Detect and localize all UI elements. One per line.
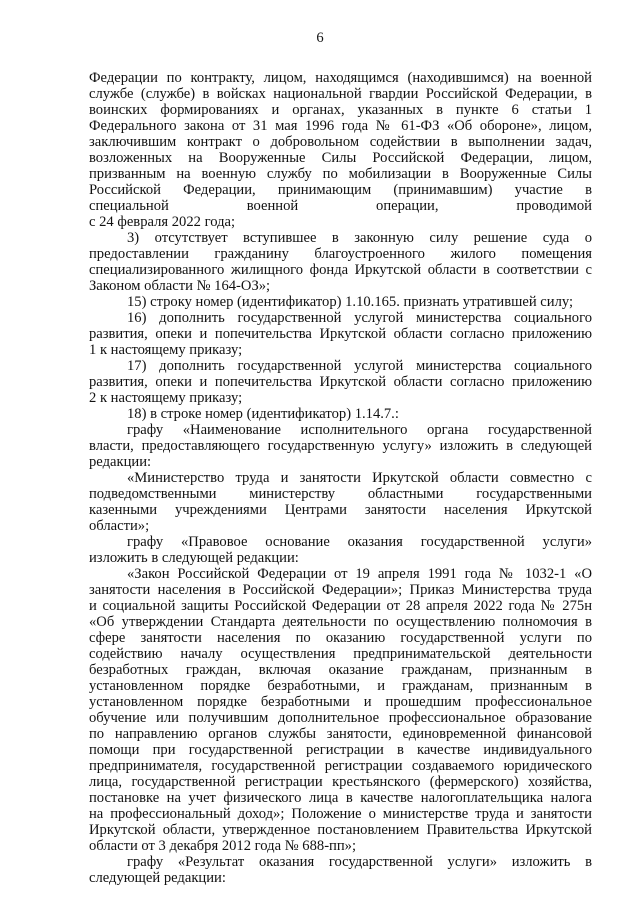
text-line: графу «Результат оказания государственной услуги» изложить в xyxy=(127,854,592,870)
text-line: и социальной защиты Российской Федерации от 28 апреля 2022 года № 275н xyxy=(89,598,592,614)
text-line: «Министерство труда и занятости Иркутской области совместно с xyxy=(127,470,592,486)
text-line: редакции: xyxy=(89,454,152,470)
text-line: изложить в следующей редакции: xyxy=(89,550,299,566)
text-line: области»; xyxy=(89,518,150,534)
text-line: установленном порядке безработными, и гражданам, признанным в xyxy=(89,678,592,694)
text-line: на профессиональный доход»; Положение о министерстве труда и занятости xyxy=(89,806,592,822)
text-line: специализированного жилищного фонда Иркутской области в соответствии с xyxy=(89,262,592,278)
text-line: 16) дополнить государственной услугой министерства социального xyxy=(127,310,592,326)
text-line: Законом области № 164-ОЗ»; xyxy=(89,278,271,294)
text-line: возложенных на Вооруженные Силы Российской Федерации, лицом, xyxy=(89,150,592,166)
text-line: Федерального закона от 31 мая 1996 года № 61-ФЗ «Об обороне», лицом, xyxy=(89,118,592,134)
text-line: предпринимателя, государственной регистрации создаваемого юридического xyxy=(89,758,592,774)
text-line: воинских формированиях и органах, указанных в пункте 6 статьи 1 xyxy=(89,102,592,118)
text-line: безработных граждан, включая оказание гражданам, признанным в xyxy=(89,662,592,678)
text-line: графу «Наименование исполнительного органа государственной xyxy=(127,422,592,438)
text-line: сфере занятости населения по оказанию государственной услуги по xyxy=(89,630,592,646)
text-line: 2 к настоящему приказу; xyxy=(89,390,243,406)
text-line: 18) в строке номер (идентификатор) 1.14.7.: xyxy=(127,406,399,422)
text-line: помощи при государственной регистрации в качестве индивидуального xyxy=(89,742,592,758)
text-line: специальной военной операции, проводимой xyxy=(89,198,592,214)
text-line: развития, опеки и попечительства Иркутской области согласно приложению xyxy=(89,374,592,390)
text-line: установленном порядке безработными и прошедшим профессиональное xyxy=(89,694,592,710)
document-body xyxy=(89,70,592,886)
text-line: казенными учреждениями Центрами занятости населения Иркутской xyxy=(89,502,592,518)
text-line: «Закон Российской Федерации от 19 апреля 1991 года № 1032-1 «О xyxy=(127,566,592,582)
text-line: службе (службе) в войсках национальной гвардии Российской Федерации, в xyxy=(89,86,592,102)
page-number: 6 xyxy=(316,30,324,46)
text-line: 3) отсутствует вступившее в законную силу решение суда о xyxy=(127,230,592,246)
text-line: Российской Федерации, принимающим (принимавшим) участие в xyxy=(89,182,592,198)
text-line: графу «Правовое основание оказания государственной услуги» xyxy=(127,534,592,550)
text-line: содействию началу осуществления предпринимательской деятельности xyxy=(89,646,592,662)
text-line: Иркутской области, утвержденное постановлением Правительства Иркутской xyxy=(89,822,592,838)
text-line: 1 к настоящему приказу; xyxy=(89,342,243,358)
text-line: Федерации по контракту, лицом, находящимся (находившимся) на военной xyxy=(89,70,592,86)
text-line: 15) строку номер (идентификатор) 1.10.165. признать утратившей силу; xyxy=(127,294,574,310)
text-line: «Об утверждении Стандарта деятельности по осуществлению полномочия в xyxy=(89,614,592,630)
text-line: следующей редакции: xyxy=(89,870,226,886)
text-line: 17) дополнить государственной услугой министерства социального xyxy=(127,358,592,374)
text-line: обучение или получившим дополнительное профессиональное образование xyxy=(89,710,592,726)
text-line: постановке на учет физического лица в качестве налогоплательщика налога xyxy=(89,790,592,806)
text-line: области от 3 декабря 2012 года № 688-пп»; xyxy=(89,838,357,854)
text-line: призванным на военную службу по мобилизации в Вооруженные Силы xyxy=(89,166,592,182)
text-line: власти, предоставляющего государственную услугу» изложить в следующей xyxy=(89,438,592,454)
text-line: заключившим контракт о добровольном содействии в выполнении задач, xyxy=(89,134,592,150)
text-line: предоставлении гражданину благоустроенного жилого помещения xyxy=(89,246,592,262)
text-line: подведомственными министерству областными государственными xyxy=(89,486,592,502)
text-line: лица, государственной регистрации крестьянского (фермерского) хозяйства, xyxy=(89,774,592,790)
text-line: развития, опеки и попечительства Иркутской области согласно приложению xyxy=(89,326,592,342)
text-line: с 24 февраля 2022 года; xyxy=(89,214,236,230)
text-line: занятости населения в Российской Федерации»; Приказ Министерства труда xyxy=(89,582,592,598)
text-line: по направлению органов службы занятости, единовременной финансовой xyxy=(89,726,592,742)
